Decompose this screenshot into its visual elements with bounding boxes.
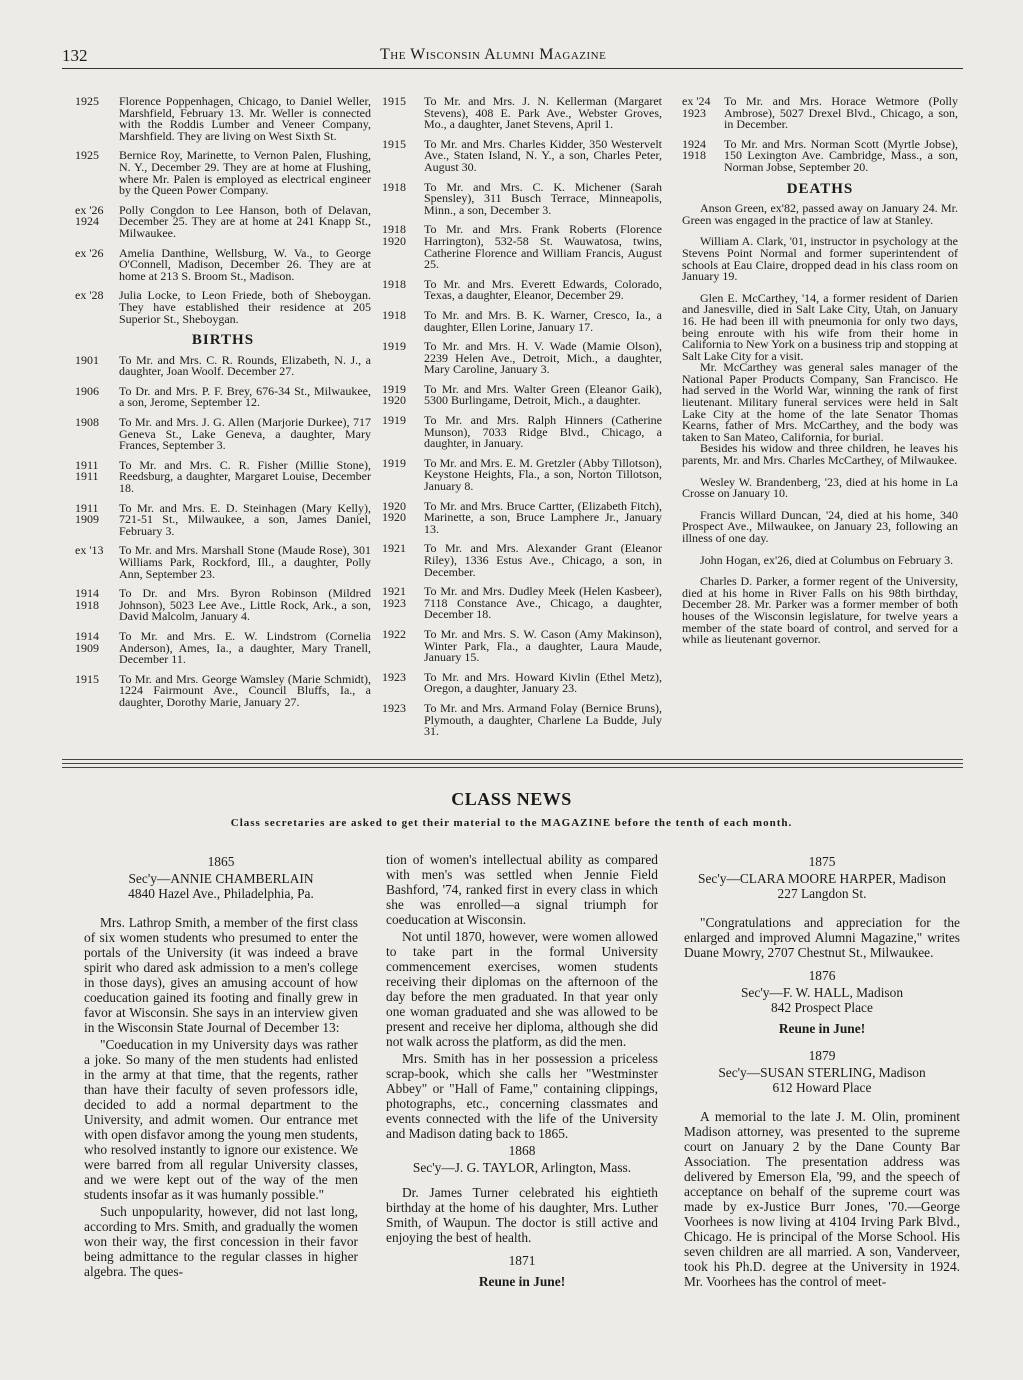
list-item <box>75 245 371 283</box>
news-paragraph: A memorial to the late J. M. Olin, prominent Madison attorney, was presented to the supreme court on January 2 by the Dane County Bar Association. The presentation address was delivered by Emerson Ela, '99, and the speech of acceptance on behalf of the supreme court was made by ex-Justice Burr Jones, '70.—George Voorhees is now living at 4104 Irving Park Blvd., Chicago. He is principal of the Morse School. His seven children are all married. A son, Vanderveer, took his Ph.D. degree at the University in 1924. Mr. Voorhees has the control of meet- <box>684 1109 960 1289</box>
entry-text: To Mr. and Mrs. E. W. Lindstrom (Cornelia Anderson), Ames, Ia., a daughter, Mary Tranell, December 11. <box>119 628 371 667</box>
secretary-address: 4840 Hazel Ave., Philadelphia, Pa. <box>128 886 314 901</box>
entry-year: 1925 <box>75 94 99 108</box>
death-notice: John Hogan, ex'26, died at Columbus on February 3. <box>700 552 954 567</box>
section-divider <box>62 759 963 760</box>
list-item <box>75 202 371 240</box>
entry-year: 1914 1918 <box>75 586 99 612</box>
list-item <box>682 96 958 131</box>
entry-year: 1911 1909 <box>75 500 99 527</box>
entry-text: To Mr. and Mrs. C. K. Michener (Sarah Spensley), 311 Busch Terrace, Minneapolis, Minn., a son, December 3. <box>424 179 662 217</box>
class-secretary: Sec'y—F. W. HALL, Madison <box>740 985 904 1000</box>
entry-text: To Mr. and Mrs. Horace Wetmore (Polly Ambrose), 5027 Drexel Blvd., Chicago, a son, in December. <box>724 94 958 132</box>
entry-text: To Mr. and Mrs. J. G. Allen (Marjorie Durkee), 717 Geneva St., Lake Geneva, a daughter, Mary Frances, September 3. <box>119 415 371 453</box>
entry-year: 1919 <box>382 413 406 428</box>
entry-text: To Mr. and Mrs. B. K. Warner, Cresco, Ia., a daughter, Ellen Lorine, January 17. <box>424 307 662 334</box>
class-secretary: Sec'y—J. G. TAYLOR, Arlington, Mass. <box>412 1160 632 1175</box>
list-item <box>75 352 371 379</box>
entry-text: To Mr. and Mrs. Marshall Stone (Maude Rose), 301 Williams Park, Rockford, Ill., a daughter, Polly Ann, September 23. <box>119 543 371 581</box>
entry-year: 1923 <box>382 700 406 715</box>
entry-text: To Mr. and Mrs. C. R. Rounds, Elizabeth, N. J., a daughter, Joan Woolf. December 27. <box>119 352 371 379</box>
deaths-heading: DEATHS <box>786 180 854 197</box>
entry-year: 1918 <box>382 307 406 322</box>
entry-year: 1921 <box>382 541 406 556</box>
entry-year: 1914 1909 <box>75 628 99 655</box>
list-item <box>382 498 662 536</box>
entry-text: To Mr. and Mrs. Howard Kivlin (Ethel Metz), Oregon, a daughter, January 23. <box>424 669 662 696</box>
class-news-column-1 <box>84 852 358 1281</box>
class-year: 1879 <box>808 1048 836 1063</box>
entry-year: ex '28 <box>75 288 104 303</box>
marriages-list <box>75 96 371 325</box>
entry-year: 1911 1911 <box>75 457 99 484</box>
entry-text: To Mr. and Mrs. Frank Roberts (Florence Harrington), 532-58 St. Wauwatosa, twins, Catherine Florence and William Francis, August 25. <box>424 222 662 272</box>
entry-year: 1918 <box>382 179 406 194</box>
births-list <box>75 352 371 709</box>
list-item <box>382 224 662 270</box>
entry-text: To Mr. and Mrs. E. M. Gretzler (Abby Tillotson), Keystone Heights, Fla., a son, Norton Tillotson, January 8. <box>424 455 662 494</box>
entry-text: To Dr. and Mrs. Byron Robinson (Mildred Johnson), 5023 Lee Ave., Little Rock, Ark., a son, David Malcolm, January 4. <box>119 586 371 624</box>
class-news-subtitle: Class secretaries are asked to get their material to the MAGAZINE before the tenth of each month. <box>230 817 793 829</box>
entry-text: To Mr. and Mrs. S. W. Cason (Amy Makinson), Winter Park, Fla., a daughter, Laura Maude, January 15. <box>424 626 662 665</box>
entry-text: Amelia Danthine, Wellsburg, W. Va., to George O'Connell, Madison, December 26. They are at home at 213 S. Broom St., Madison. <box>119 245 371 283</box>
entry-text: To Mr. and Mrs. Bruce Cartter, (Elizabeth Fitch), Marinette, a son, Bruce Lamphere Jr., January 13. <box>424 498 662 536</box>
news-paragraph: Mrs. Lathrop Smith, a member of the first class of six women students who presumed to enter the portals of the University (it was indeed a brave spirit who dared ask admission to a men's college in those days), gives an amusing account of how coeducation gained its footing and finally grew in favor at Wisconsin. She says in an interview given in the Wisconsin State Journal of December 13: <box>84 915 358 1035</box>
secretary-address: 227 Langdon St. <box>777 886 867 901</box>
list-item <box>75 545 371 580</box>
entry-text: To Dr. and Mrs. P. F. Brey, 676-34 St., Milwaukee, a son, Jerome, September 12. <box>119 383 371 410</box>
class-secretary: Sec'y—ANNIE CHAMBERLAIN <box>128 871 314 886</box>
list-item <box>382 179 662 217</box>
entry-year: 1919 <box>382 455 406 470</box>
death-notice: Besides his widow and three children, he leaves his parents, Mr. and Mrs. Charles McCarthey, of Milwaukee. <box>682 441 958 468</box>
list-item <box>382 455 662 494</box>
section-divider <box>62 767 963 768</box>
news-paragraph: Such unpopularity, however, did not last long, according to Mrs. Smith, and gradually the women won their way, the first concession in their favor being admittance to the regular classes in higher algebra. The ques- <box>84 1204 358 1279</box>
news-paragraph: "Congratulations and appreciation for the enlarged and improved Alumni Magazine," writes Duane Mowry, 2707 Chestnut St., Milwaukee. <box>684 915 960 960</box>
secretary-address: 612 Howard Place <box>772 1080 872 1095</box>
class-year: 1865 <box>207 854 235 869</box>
entry-year: 1915 <box>382 94 406 108</box>
entry-text: To Mr. and Mrs. E. D. Steinhagen (Mary Kelly), 721-51 St., Milwaukee, a son, James Daniel, February 3. <box>119 500 371 538</box>
entry-text: Florence Poppenhagen, Chicago, to Daniel Weller, Marshfield, February 13. Mr. Weller is connected with the Roddis Lumber and Veneer Company, Marshfield. They are living on West Sixth St. <box>119 94 371 143</box>
entry-text: To Mr. and Mrs. George Wamsley (Marie Schmidt), 1224 Fairmount Ave., Council Bluffs, Ia., a daughter, Dorothy Marie, January 27. <box>119 671 371 709</box>
list-item <box>382 276 662 303</box>
class-secretary: Sec'y—CLARA MOORE HARPER, Madison <box>698 871 946 886</box>
death-notice: Charles D. Parker, a former regent of the University, died at his home in River Falls on his 98th birthday, December 28. Mr. Parker was a former member of both houses of the Wisconsin legislature, for twelve years a member of the state board of control, and served for a while as lieutenant governor. <box>682 574 958 647</box>
running-head: The Wisconsin Alumni Magazine <box>380 46 607 63</box>
entry-text: To Mr. and Mrs. Walter Green (Eleanor Gaik), 5300 Burlingame, Detroit, Mich., a daughter. <box>424 381 662 408</box>
list-item <box>75 417 371 452</box>
entry-year: 1922 <box>382 626 406 641</box>
list-item <box>75 383 371 410</box>
entry-year: 1924 1918 <box>682 136 706 163</box>
list-item <box>75 290 371 325</box>
class-news-column-3 <box>684 852 960 1291</box>
list-item <box>382 136 662 174</box>
entry-year: ex '26 <box>75 245 104 260</box>
death-notice: Glen E. McCarthey, '14, a former resident of Darien and Janesville, died in Salt Lake City, Utah, on January 16. He had been ill with pneumonia for only two days, being enroute with his wife from their home in California to New York on a business trip and stopping at Salt Lake City for a visit. <box>682 290 958 363</box>
list-item <box>382 96 662 131</box>
entry-text: To Mr. and Mrs. H. V. Wade (Mamie Olson), 2239 Helen Ave., Detroit, Mich., a daughter, Mary Caroline, January 3. <box>424 339 662 377</box>
column-3 <box>682 96 958 656</box>
entry-text: To Mr. and Mrs. Ralph Hinners (Catherine Munson), 7033 Ridge Blvd., Chicago, a daughter, in January. <box>424 413 662 451</box>
list-item <box>75 150 371 196</box>
deaths-list <box>682 203 958 646</box>
column-2 <box>382 96 662 746</box>
entry-text: To Mr. and Mrs. J. N. Kellerman (Margaret Stevens), 408 E. Park Ave., Webster Groves, Mo., a daughter, Janet Stevens, April 1. <box>424 94 662 132</box>
list-item <box>382 669 662 696</box>
list-item <box>382 700 662 739</box>
secretary-address: 842 Prospect Place <box>771 1000 873 1015</box>
class-secretary: Sec'y—SUSAN STERLING, Madison <box>718 1065 926 1080</box>
death-notice: Francis Willard Duncan, '24, died at his home, 340 Prospect Ave., Milwaukee, on January 23, following an illness of one day. <box>682 507 958 545</box>
entry-year: 1921 1923 <box>382 584 406 610</box>
death-notice: William A. Clark, '01, instructor in psychology at the Stevens Point Normal and former superintendent of schools at Eau Claire, dropped dead in his class room on January 19. <box>682 234 958 284</box>
births-heading: BIRTHS <box>191 332 255 349</box>
list-item <box>75 588 371 623</box>
reune-notice: Reune in June! <box>778 1021 866 1036</box>
entry-text: To Mr. and Mrs. Everett Edwards, Colorado, Texas, a daughter, Eleanor, December 29. <box>424 276 662 303</box>
list-item <box>75 457 371 496</box>
news-paragraph: Not until 1870, however, were women allowed to take part in the formal University commencement exercises, women students receiving their diplomas on the afternoon of the day before the men graduated. In that year only one woman graduated and she was allowed to be present and receive her diploma, although she did not walk across the platform, as did the men. <box>386 929 658 1049</box>
list-item <box>75 500 371 538</box>
entry-year: 1906 <box>75 383 99 398</box>
class-year: 1871 <box>508 1253 536 1268</box>
entry-year: 1925 <box>75 148 99 163</box>
entry-year: ex '26 1924 <box>75 202 104 229</box>
entry-year: 1923 <box>382 669 406 684</box>
news-paragraph: Dr. James Turner celebrated his eightieth birthday at the home of his daughter, Mrs. Luther Smith, of Waupun. The doctor is still active and enjoying the best of health. <box>386 1185 658 1245</box>
entry-year: 1918 1920 <box>382 222 406 248</box>
list-item <box>682 136 958 174</box>
news-paragraph: "Coeducation in my University days was rather a joke. So many of the men students had enlisted in the army at that time, that the regents, rather than have their faculty of seven professors idle, decided to add a normal department to the University, and admit women. Our entrance met with open disfavor among the young men students, who resolved instantly to ignore our existence. We were barred from all regular University classes, and we were kept out of the way of the men students insofar as it was humanly possible." <box>84 1037 358 1202</box>
entry-text: Bernice Roy, Marinette, to Vernon Palen, Flushing, N. Y., December 29. They are at home at Flushing, where Mr. Palen is employed as electrical engineer by the Queen Power Company. <box>119 148 371 198</box>
entry-text: Polly Congdon to Lee Hanson, both of Delavan, December 25. They are at home at 241 Knapp St., Milwaukee. <box>119 202 371 240</box>
entry-text: To Mr. and Mrs. Alexander Grant (Eleanor Riley), 1336 Estus Ave., Chicago, a son, in December. <box>424 541 662 579</box>
entry-year: 1918 <box>382 276 406 291</box>
death-notice: Mr. McCarthey was general sales manager of the National Paper Products Company, San Francisco. He had served in the World War, winning the rank of first lieutenant. Military funeral services were held in Salt Lake City at the home of the late Senator Thomas Kearns, father of Mrs. McCarthey, and the body was taken to San Mateo, California, for burial. <box>682 360 958 444</box>
class-news-column-2 <box>386 852 658 1301</box>
entry-year: 1919 1920 <box>382 381 406 408</box>
news-paragraph: tion of women's intellectual ability as compared with men's was settled when Jennie Field Bashford, '74, ranked first in every class in which she was enrolled—a signal triumph for coeducation at Wisconsin. <box>386 852 658 927</box>
class-year: 1875 <box>808 854 836 869</box>
list-item <box>382 381 662 408</box>
class-year: 1868 <box>508 1143 536 1158</box>
entry-text: To Mr. and Mrs. Norman Scott (Myrtle Jobse), 150 Lexington Ave. Cambridge, Mass., a son, Norman Jobse, September 20. <box>724 136 958 174</box>
entry-text: To Mr. and Mrs. Charles Kidder, 350 Westervelt Ave., Staten Island, N. Y., a son, Charles Peter, August 30. <box>424 136 662 174</box>
list-item <box>382 543 662 578</box>
list-item <box>382 586 662 621</box>
entry-year: 1901 <box>75 352 99 367</box>
entry-year: ex '13 <box>75 543 104 558</box>
page-number: 132 <box>62 46 88 65</box>
list-item <box>382 341 662 376</box>
entry-text: To Mr. and Mrs. Armand Folay (Bernice Bruns), Plymouth, a daughter, Charlene La Budde, July 31. <box>424 700 662 739</box>
class-news-title: CLASS NEWS <box>451 789 572 809</box>
column-1 <box>75 96 371 717</box>
list-item <box>75 628 371 667</box>
entry-year: 1920 1920 <box>382 498 406 525</box>
entry-text: To Mr. and Mrs. C. R. Fisher (Millie Stone), Reedsburg, a daughter, Margaret Louise, December 18. <box>119 457 371 496</box>
news-paragraph: Mrs. Smith has in her possession a priceless scrap-book, which she calls her "Westminster Abbey" or "Hall of Fame," containing clippings, photographs, etc., concerning classmates and events connected with the life of the University and Madison dating back to 1865. <box>386 1051 658 1141</box>
entry-year: 1919 <box>382 339 406 354</box>
list-item <box>75 671 371 709</box>
list-item <box>382 307 662 334</box>
list-item <box>382 415 662 450</box>
entry-year: ex '24 1923 <box>682 94 711 120</box>
death-notice: Anson Green, ex'82, passed away on January 24. Mr. Green was engaged in the practice of law at Stanley. <box>682 201 958 227</box>
header-rule <box>62 68 963 69</box>
death-notice: Wesley W. Brandenberg, '23, died at his home in La Crosse on January 10. <box>682 474 958 501</box>
entry-year: 1915 <box>382 136 406 151</box>
list-item <box>75 96 371 142</box>
entry-text: Julia Locke, to Leon Friede, both of Sheboygan. They have established their residence at 205 Superior St., Sheboygan. <box>119 288 371 326</box>
section-divider <box>62 763 963 764</box>
reune-notice: Reune in June! <box>478 1274 566 1289</box>
entry-text: To Mr. and Mrs. Dudley Meek (Helen Kasbeer), 7118 Constance Ave., Chicago, a daughter, December 18. <box>424 584 662 622</box>
entry-year: 1915 <box>75 671 99 686</box>
list-item <box>382 626 662 665</box>
entry-year: 1908 <box>75 415 99 430</box>
class-year: 1876 <box>808 968 836 983</box>
